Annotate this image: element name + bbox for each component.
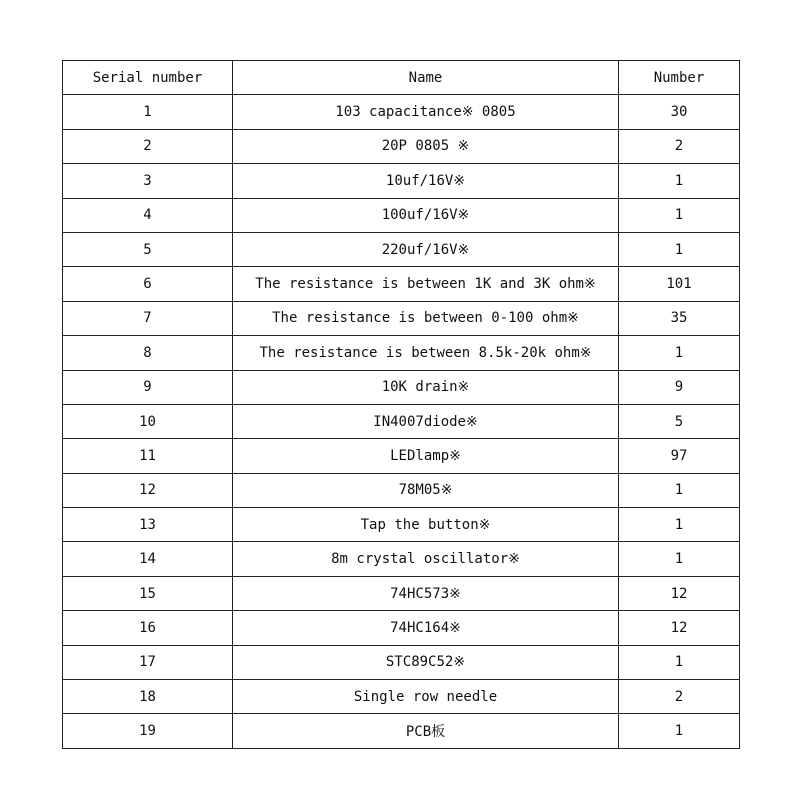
table-header [63, 61, 740, 95]
table-row [63, 439, 740, 473]
cell-serial-number: 14 [63, 542, 233, 576]
table-row [63, 129, 740, 163]
cell-serial-number: 5 [63, 232, 233, 266]
cell-number: 2 [619, 680, 740, 714]
cell-serial-number: 12 [63, 473, 233, 507]
cell-number: 12 [619, 611, 740, 645]
cell-serial-number: 18 [63, 680, 233, 714]
cell-number: 9 [619, 370, 740, 404]
header-serial-number: Serial number [63, 61, 233, 95]
cell-name: LEDlamp※ [233, 439, 619, 473]
cell-name: IN4007diode※ [233, 404, 619, 438]
cell-name: 100uf/16V※ [233, 198, 619, 232]
table-row [63, 232, 740, 266]
table-row [63, 714, 740, 748]
cell-number: 97 [619, 439, 740, 473]
cell-name: Single row needle [233, 680, 619, 714]
cell-number: 35 [619, 301, 740, 335]
table-row [63, 508, 740, 542]
cell-serial-number: 1 [63, 95, 233, 129]
table-row [63, 680, 740, 714]
parts-list-table [62, 60, 740, 749]
cell-number: 1 [619, 508, 740, 542]
cell-name: The resistance is between 1K and 3K ohm※ [233, 267, 619, 301]
cell-name: 74HC573※ [233, 576, 619, 610]
cell-serial-number: 17 [63, 645, 233, 679]
cell-name: 20P 0805 ※ [233, 129, 619, 163]
table-row [63, 404, 740, 438]
cell-serial-number: 2 [63, 129, 233, 163]
table-row [63, 370, 740, 404]
cell-number: 101 [619, 267, 740, 301]
table-row [63, 164, 740, 198]
table-row [63, 645, 740, 679]
cell-name: The resistance is between 8.5k-20k ohm※ [233, 336, 619, 370]
table-row [63, 576, 740, 610]
cell-serial-number: 13 [63, 508, 233, 542]
cell-number: 1 [619, 164, 740, 198]
cell-number: 1 [619, 336, 740, 370]
cell-serial-number: 19 [63, 714, 233, 748]
cell-name: STC89C52※ [233, 645, 619, 679]
cell-serial-number: 3 [63, 164, 233, 198]
cell-name: 10K drain※ [233, 370, 619, 404]
cell-number: 1 [619, 714, 740, 748]
cell-serial-number: 16 [63, 611, 233, 645]
table-body [63, 95, 740, 748]
cell-name: 74HC164※ [233, 611, 619, 645]
cell-serial-number: 6 [63, 267, 233, 301]
cell-serial-number: 8 [63, 336, 233, 370]
cell-serial-number: 9 [63, 370, 233, 404]
cell-number: 1 [619, 198, 740, 232]
table-row [63, 336, 740, 370]
table-row [63, 301, 740, 335]
cell-name: PCB板 [233, 714, 619, 748]
table-row [63, 267, 740, 301]
table-row [63, 473, 740, 507]
table-row [63, 198, 740, 232]
header-row [63, 61, 740, 95]
cell-number: 2 [619, 129, 740, 163]
header-name: Name [233, 61, 619, 95]
cell-name: 78M05※ [233, 473, 619, 507]
cell-number: 1 [619, 645, 740, 679]
cell-serial-number: 10 [63, 404, 233, 438]
cell-name: 10uf/16V※ [233, 164, 619, 198]
cell-number: 5 [619, 404, 740, 438]
cell-serial-number: 15 [63, 576, 233, 610]
cell-name: 8m crystal oscillator※ [233, 542, 619, 576]
cell-number: 1 [619, 473, 740, 507]
cell-serial-number: 4 [63, 198, 233, 232]
table-row [63, 95, 740, 129]
cell-name: The resistance is between 0-100 ohm※ [233, 301, 619, 335]
cell-serial-number: 7 [63, 301, 233, 335]
header-number: Number [619, 61, 740, 95]
cell-number: 30 [619, 95, 740, 129]
cell-name: 220uf/16V※ [233, 232, 619, 266]
table-row [63, 611, 740, 645]
cell-number: 12 [619, 576, 740, 610]
cell-serial-number: 11 [63, 439, 233, 473]
cell-number: 1 [619, 232, 740, 266]
table-row [63, 542, 740, 576]
cell-number: 1 [619, 542, 740, 576]
cell-name: Tap the button※ [233, 508, 619, 542]
cell-name: 103 capacitance※ 0805 [233, 95, 619, 129]
